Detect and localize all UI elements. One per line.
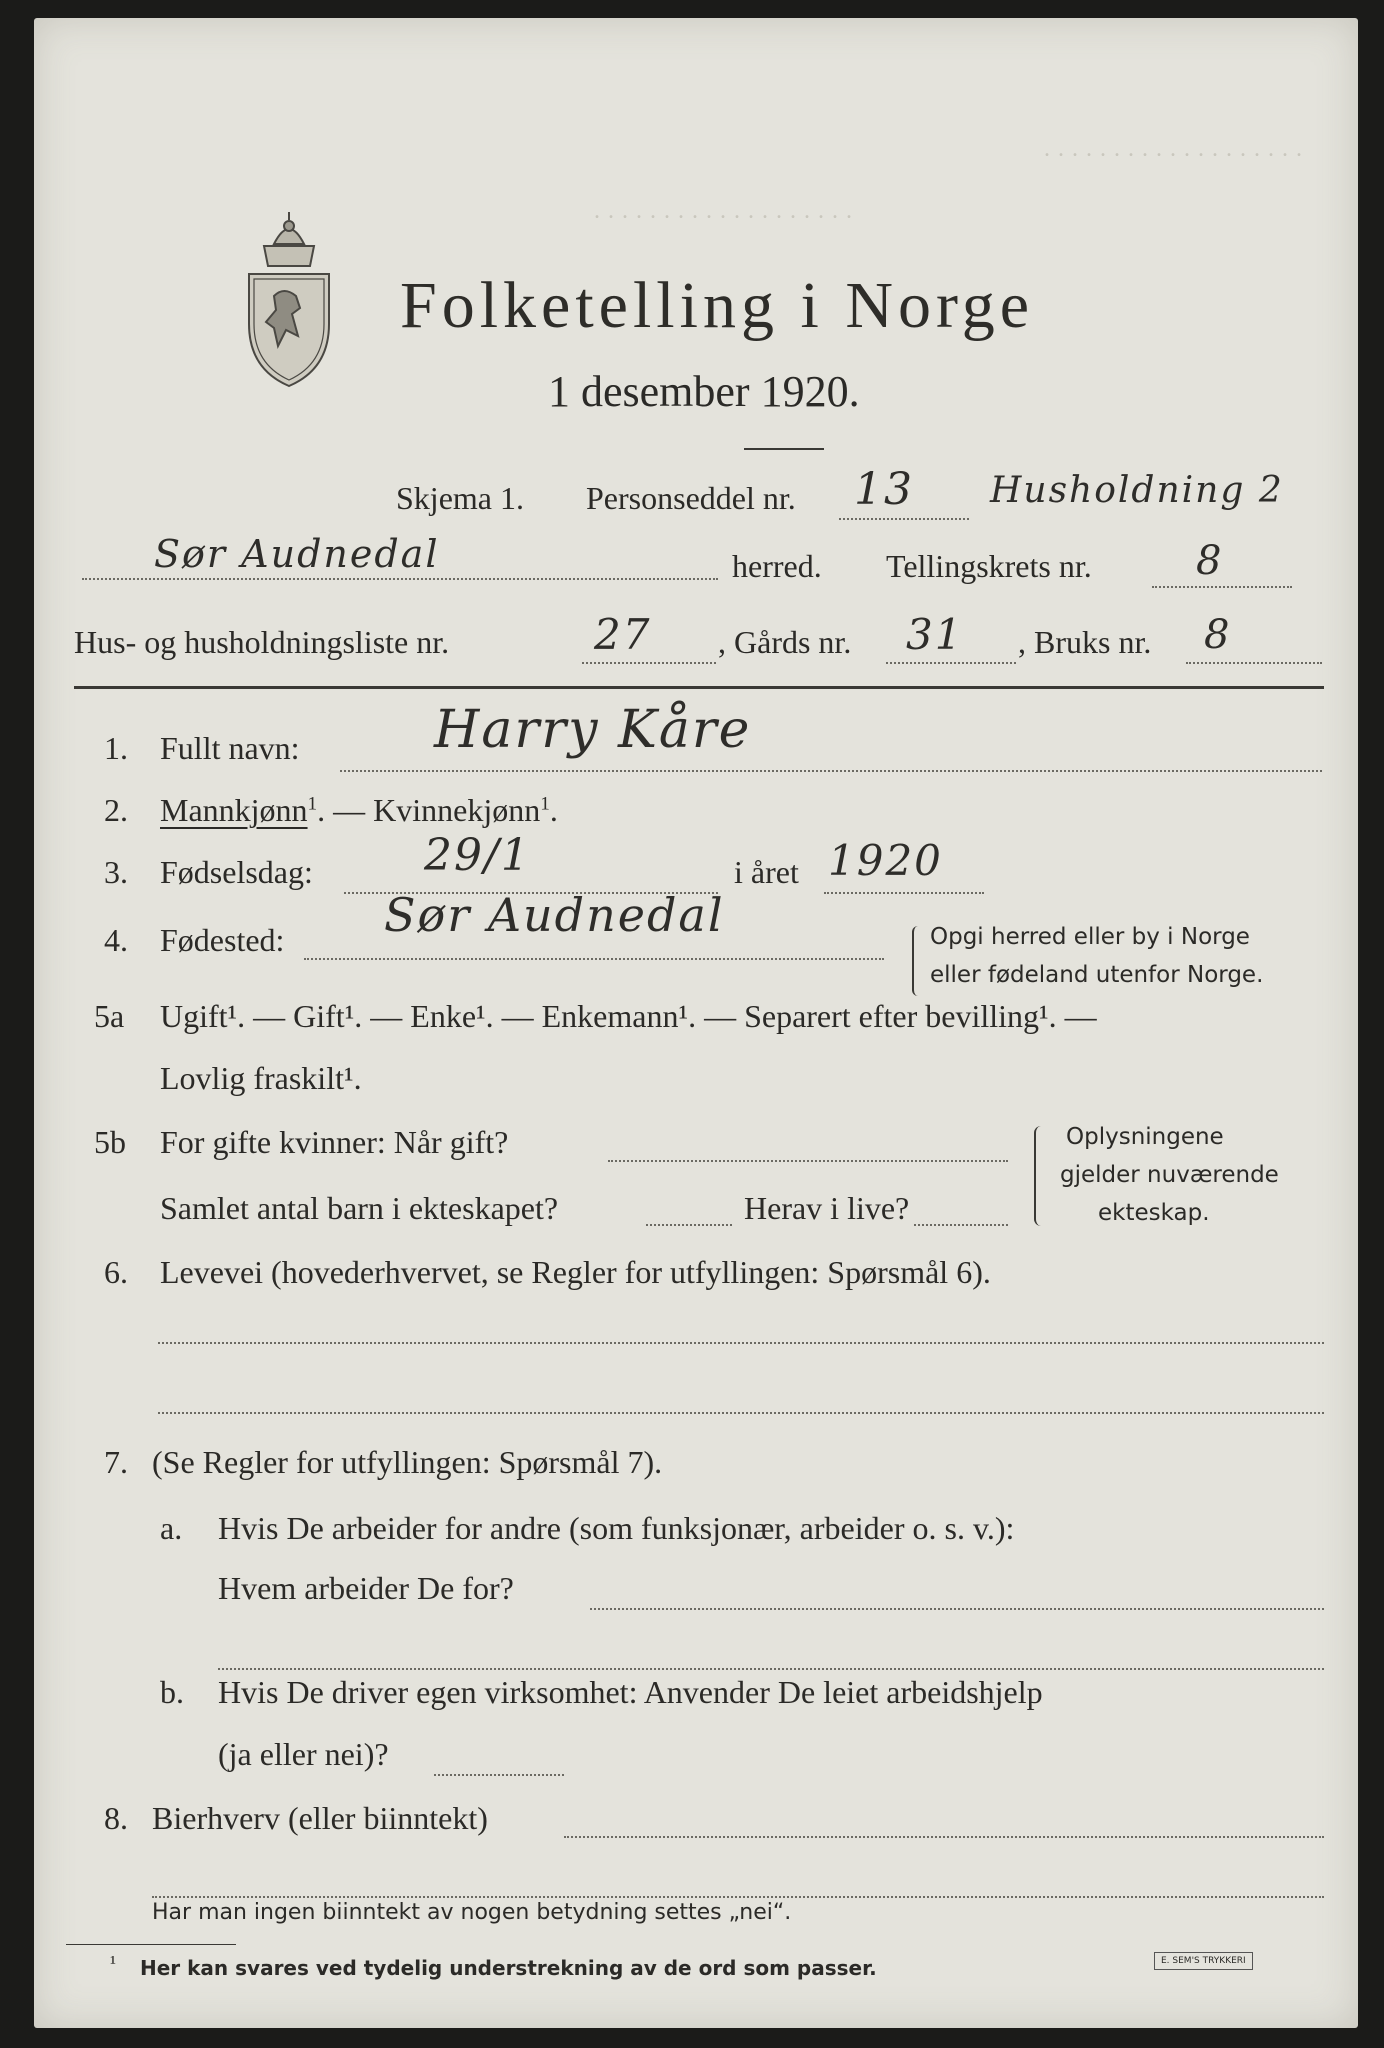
q5b-children-label: Samlet antal barn i ekteskapet? [160, 1190, 559, 1226]
q6-label: Levevei (hovederhvervet, se Regler for utfyllingen: Spørsmål 6). [160, 1254, 991, 1290]
husholdning-note: Husholdning 2 [990, 470, 1284, 511]
q4-label: Fødested: [160, 922, 285, 958]
bruks-line [1186, 662, 1322, 664]
no-income-note: Har man ingen biinntekt av nogen betydning settes „nei“. [152, 1900, 792, 1925]
q7b-hired-help-label: (ja eller nei)? [218, 1736, 389, 1772]
tellingskrets-label: Tellingskrets nr. [886, 548, 1092, 584]
gards-line [886, 662, 1016, 664]
coat-of-arms-icon [234, 204, 344, 394]
form-title: Folketelling i Norge [400, 269, 1035, 342]
bruks-value[interactable]: 8 [1204, 612, 1232, 658]
footnote-ref: 1 [307, 793, 318, 815]
q7a-number: a. [160, 1510, 183, 1546]
husliste-label: Hus- og husholdningsliste nr. [74, 624, 450, 660]
tellingskrets-value[interactable]: 8 [1196, 538, 1224, 584]
q8-line-2 [152, 1896, 1324, 1898]
q1-number: 1. [104, 730, 128, 766]
q6-line-2 [158, 1412, 1324, 1414]
q7-label: (Se Regler for utfyllingen: Spørsmål 7). [152, 1444, 663, 1480]
footnote-divider [66, 1944, 236, 1945]
q5b-note-line3: ekteskap. [1098, 1200, 1210, 1226]
q7b-number: b. [160, 1674, 184, 1710]
q4-note-brace [912, 926, 924, 996]
gards-value[interactable]: 31 [906, 610, 964, 659]
husliste-line [582, 662, 716, 664]
q7a-line1: Hvis De arbeider for andre (som funksjonær, arbeider o. s. v.): [218, 1510, 1015, 1546]
census-date: 1 desember 1920. [548, 367, 860, 416]
q1-line [340, 770, 1322, 772]
q1-label: Fullt navn: [160, 730, 300, 766]
q5a-marital-options[interactable]: Ugift¹. — Gift¹. — Enke¹. — Enkemann¹. — Separert efter bevilling¹. — [160, 998, 1097, 1034]
q8-number: 8. [104, 1800, 128, 1836]
header-divider [74, 686, 1324, 689]
q3-year-label: i året [734, 854, 799, 890]
q3-year-line [824, 892, 984, 894]
q8-label: Bierhverv (eller biinntekt) [152, 1800, 488, 1836]
q8-line-1 [564, 1836, 1324, 1838]
census-form-sheet: . . . . . . . . . . . . . . . . . . . . . . . . . . . . . . . . . . . . . . Folketelling i Norge 1 desember 1920. Skjema 1. Personseddel nr. 13 Husholdning 2 Sør Audnedal herred. Tellingskrets nr. 8 Hus- og husholdningsliste nr. 27 , Gårds nr. 31 , Bruks nr. 8 1. Fullt navn: Harry Kåre 2. Mannkjønn$^1$. — Kvinnekjønn$^1$. 3. Fødselsdag: 29/1 i året 1920 4. Fødested: Sør Audnedal Opgi herred eller by i Norge eller fødeland utenfor Norge. 5a Ugift¹. — Gift¹. — Enke¹. — Enkemann¹. — Separert efter bevilling¹. — Lovlig fraskilt¹. 5b For gifte kvinner: Når gift? Samlet antal barn i ekteskapet? Herav i live? Oplysningene gjelder nuværende ekteskap. 6. Levevei (hovederhvervet, se Regler for utfyllingen: Spørsmål 6). 7. (Se Regler for utfyllingen: Spørsmål 7). a. Hvis De arbeider for andre (som funksjonær, arbeider o. s. v.): Hvem arbeider De for? b. Hvis De driver egen virksomhet: Anvender De leiet arbeidshjelp (ja eller nei)? 8. Bierhverv (eller biinntekt) Har man ingen biinntekt av nogen betydning settes „nei“. ¹ Her kan svares ved tydelig understrekning av de ord som passer. E. SEM'S TRYKKERI [34, 18, 1358, 2028]
schema-label: Skjema 1. [396, 480, 524, 516]
personseddel-label: Personseddel nr. [586, 480, 796, 516]
q5b-alive-label: Herav i live? [744, 1190, 910, 1226]
q4-line [304, 958, 884, 960]
q5a-number: 5a [94, 998, 125, 1034]
q5a-divorced-option[interactable]: Lovlig fraskilt¹. [160, 1060, 362, 1096]
q6-number: 6. [104, 1254, 128, 1290]
herred-line [82, 578, 718, 580]
gards-label: , Gårds nr. [718, 624, 852, 660]
q5b-children-line [646, 1224, 732, 1226]
q2-sex-options: Mannkjønn$^1$. — Kvinnekjønn$^1$. [160, 792, 558, 828]
q3-number: 3. [104, 854, 128, 890]
herred-value[interactable]: Sør Audnedal [154, 532, 440, 576]
bruks-label: , Bruks nr. [1018, 624, 1152, 660]
q4-number: 4. [104, 922, 128, 958]
q5b-note-line2: gjelder nuværende [1060, 1162, 1279, 1188]
q5b-note-line1: Oplysningene [1066, 1124, 1224, 1150]
q1-full-name-value[interactable]: Harry Kåre [434, 700, 752, 760]
footnote-mark: ¹ [110, 1952, 116, 1974]
personseddel-line [839, 518, 969, 520]
q7a-employer-line [590, 1608, 1324, 1610]
q7a-employer-line-2 [218, 1668, 1324, 1670]
q4-birthplace-value[interactable]: Sør Audnedal [384, 888, 725, 942]
q5b-when-married-line [608, 1160, 1008, 1162]
footnote-text: Her kan svares ved tydelig understrekning av de ord som passer. [140, 1956, 877, 1980]
q5b-when-married-label: For gifte kvinner: Når gift? [160, 1124, 509, 1160]
q4-note-line2: eller fødeland utenfor Norge. [930, 962, 1264, 988]
q5b-number: 5b [94, 1124, 126, 1160]
tellingskrets-line [1152, 586, 1292, 588]
herred-label: herred. [732, 548, 822, 584]
personseddel-value[interactable]: 13 [854, 464, 914, 515]
q7a-employer-label: Hvem arbeider De for? [218, 1570, 514, 1606]
q2-female-option[interactable]: Kvinnekjønn [373, 792, 541, 828]
husliste-value[interactable]: 27 [594, 610, 652, 659]
q4-note-line1: Opgi herred eller by i Norge [930, 924, 1250, 950]
q7b-hired-help-line [434, 1774, 564, 1776]
q7b-line1: Hvis De driver egen virksomhet: Anvender De leiet arbeidshjelp [218, 1674, 1043, 1710]
q3-birthday-value[interactable]: 29/1 [424, 830, 531, 881]
printer-stamp: E. SEM'S TRYKKERI [1154, 1952, 1253, 1970]
q2-male-option[interactable]: Mannkjønn [160, 792, 308, 828]
q6-line-1 [158, 1342, 1324, 1344]
q3-year-value[interactable]: 1920 [828, 836, 943, 885]
q5b-alive-line [914, 1224, 1008, 1226]
q2-number: 2. [104, 792, 128, 828]
q3-label: Fødselsdag: [160, 854, 313, 890]
q2-separator: . — [317, 792, 374, 828]
q7-number: 7. [104, 1444, 128, 1480]
footnote-ref: 1 [540, 793, 550, 815]
title-divider [744, 448, 824, 450]
